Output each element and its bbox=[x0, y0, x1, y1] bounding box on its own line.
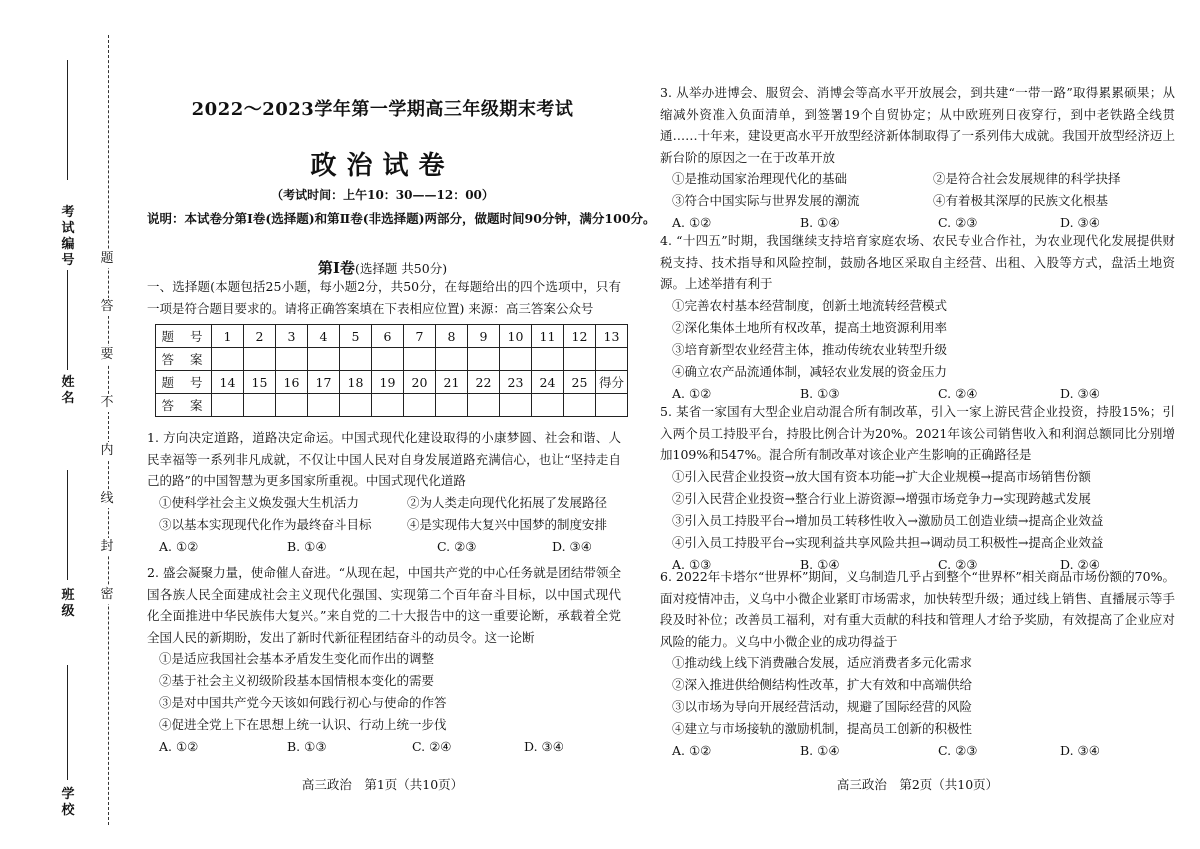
statement: ③符合中国实际与世界发展的潮流 bbox=[672, 193, 860, 208]
question-number: 4 bbox=[308, 325, 340, 348]
answer-cell[interactable] bbox=[308, 348, 340, 371]
name-field[interactable] bbox=[56, 270, 80, 406]
question-number: 2 bbox=[244, 325, 276, 348]
question-number: 13 bbox=[596, 325, 628, 348]
statement: ②深化集体土地所有权改革，提高土地资源利用率 bbox=[672, 319, 948, 335]
seal-char: 要 bbox=[94, 346, 120, 364]
answer-cell[interactable] bbox=[276, 394, 308, 417]
option-b[interactable]: B. ①④ bbox=[800, 215, 840, 230]
answer-cell[interactable] bbox=[308, 394, 340, 417]
answer-cell[interactable] bbox=[436, 394, 468, 417]
answer-cell[interactable] bbox=[532, 394, 564, 417]
question-5 bbox=[660, 401, 1175, 576]
part-title bbox=[125, 257, 640, 278]
question-number: 3 bbox=[276, 325, 308, 348]
option-b[interactable]: B. ①④ bbox=[800, 743, 840, 758]
option-d[interactable]: D. ②④ bbox=[1060, 556, 1100, 572]
table-row bbox=[156, 371, 628, 394]
options-row bbox=[147, 536, 621, 558]
option-d[interactable]: D. ③④ bbox=[1060, 743, 1100, 758]
statement: ④是实现伟大复兴中国梦的制度安排 bbox=[407, 516, 608, 532]
answer-table bbox=[155, 324, 628, 417]
option-c[interactable]: C. ②③ bbox=[938, 556, 978, 572]
question-number: 10 bbox=[500, 325, 532, 348]
exam-title: 2022～2023学年第一学期高三年级期末考试 bbox=[191, 99, 574, 120]
answer-cell[interactable] bbox=[596, 348, 628, 371]
question-number: 6 bbox=[372, 325, 404, 348]
row-label: 题 号 bbox=[156, 371, 212, 394]
answer-cell[interactable] bbox=[564, 348, 596, 371]
score-header: 得分 bbox=[596, 371, 628, 394]
page-footer-left: 高三政治 第1页（共10页） bbox=[301, 777, 464, 792]
statement: ②引入民营企业投资→整合行业上游资源→增强市场竞争力→实现跨越式发展 bbox=[672, 490, 1091, 506]
answer-cell[interactable] bbox=[500, 348, 532, 371]
statement: ①完善农村基本经营制度，创新土地流转经营模式 bbox=[672, 297, 948, 313]
option-c[interactable]: C. ②④ bbox=[412, 739, 452, 754]
option-a[interactable]: A. ①③ bbox=[672, 556, 712, 572]
question-number: 8 bbox=[436, 325, 468, 348]
answer-cell[interactable] bbox=[340, 348, 372, 371]
statement: ④促进全党上下在思想上统一认识、行动上统一步伐 bbox=[159, 717, 447, 732]
table-row bbox=[156, 348, 628, 371]
school-line bbox=[67, 665, 68, 780]
page-footer-right: 高三政治 第2页（共10页） bbox=[836, 777, 999, 792]
seal-char: 封 bbox=[94, 538, 120, 556]
question-number: 14 bbox=[212, 371, 244, 394]
question-number: 25 bbox=[564, 371, 596, 394]
option-d[interactable]: D. ③④ bbox=[1060, 215, 1100, 230]
part-title-sub: (选择题 共50分) bbox=[354, 261, 448, 276]
option-a[interactable]: A. ①② bbox=[159, 538, 199, 554]
question-number: 7 bbox=[404, 325, 436, 348]
table-row bbox=[156, 325, 628, 348]
answer-cell[interactable] bbox=[244, 348, 276, 371]
option-d[interactable]: D. ③④ bbox=[524, 739, 564, 754]
seal-char: 内 bbox=[94, 442, 120, 460]
option-b[interactable]: B. ①④ bbox=[800, 556, 840, 572]
statement: ①引入民营企业投资→放大国有资本功能→扩大企业规模→提高市场销售份额 bbox=[672, 468, 1091, 484]
seal-char: 密 bbox=[94, 586, 120, 604]
question-number: 16 bbox=[276, 371, 308, 394]
answer-cell[interactable] bbox=[468, 394, 500, 417]
statement-row bbox=[660, 168, 1175, 190]
question-number: 21 bbox=[436, 371, 468, 394]
answer-cell[interactable] bbox=[372, 394, 404, 417]
question-number: 24 bbox=[532, 371, 564, 394]
statement: ③培育新型农业经营主体，推动传统农业转型升级 bbox=[672, 341, 948, 357]
statement-row bbox=[147, 514, 621, 536]
answer-cell[interactable] bbox=[468, 348, 500, 371]
statement: ①推动线上线下消费融合发展，适应消费者多元化需求 bbox=[672, 655, 973, 670]
statement: ④建立与市场接轨的激励机制，提高员工创新的积极性 bbox=[672, 721, 973, 736]
question-1 bbox=[147, 427, 621, 558]
school-label: 学校 bbox=[61, 787, 75, 818]
question-2 bbox=[147, 562, 621, 758]
exam-number-field[interactable] bbox=[56, 60, 80, 268]
question-stem: 5. 某省一家国有大型企业启动混合所有制改革，引入一家上游民营企业投资，持股15%；引入两个员工持股平台，持股比例合计为20%。2021年该公司销售收入和利润总额同比分别增加109%和547%。混合所有制改革对该企业产生影响的正确路径是 bbox=[660, 404, 1175, 462]
score-cell[interactable] bbox=[596, 394, 628, 417]
question-number: 5 bbox=[340, 325, 372, 348]
option-a[interactable]: A. ①② bbox=[159, 739, 199, 754]
statement: ②基于社会主义初级阶段基本国情根本变化的需要 bbox=[159, 673, 435, 688]
part-title-main: 第Ⅰ卷 bbox=[317, 259, 355, 277]
table-row bbox=[156, 394, 628, 417]
option-d[interactable]: D. ③④ bbox=[1060, 385, 1100, 401]
answer-cell[interactable] bbox=[500, 394, 532, 417]
statement: ③以市场为导向开展经营活动，规避了国际经营的风险 bbox=[672, 699, 973, 714]
question-number: 22 bbox=[468, 371, 500, 394]
option-d[interactable]: D. ③④ bbox=[552, 538, 592, 554]
row-label: 答 案 bbox=[156, 348, 212, 371]
statement: ④有着极其深厚的民族文化根基 bbox=[933, 193, 1109, 208]
statement: ①是推动国家治理现代化的基础 bbox=[672, 171, 848, 186]
answer-cell[interactable] bbox=[436, 348, 468, 371]
row-label: 题 号 bbox=[156, 325, 212, 348]
question-number: 15 bbox=[244, 371, 276, 394]
option-a[interactable]: A. ①② bbox=[672, 743, 712, 758]
exam-number-line bbox=[67, 60, 68, 180]
statement: ④引入员工持股平台→实现利益共享风险共担→调动员工积极性→提高企业效益 bbox=[672, 534, 1104, 550]
options-row bbox=[147, 736, 621, 758]
statement: ①是适应我国社会基本矛盾发生变化而作出的调整 bbox=[159, 651, 435, 666]
seal-char: 答 bbox=[94, 298, 120, 316]
paper-title: 政治试卷 bbox=[310, 151, 455, 181]
statement: ③以基本实现现代化作为最终奋斗目标 bbox=[159, 516, 372, 532]
answer-cell[interactable] bbox=[532, 348, 564, 371]
name-line bbox=[67, 270, 68, 370]
question-number: 9 bbox=[468, 325, 500, 348]
statement: ③引入员工持股平台→增加员工转移性收入→激励员工创造业绩→提高企业效益 bbox=[672, 512, 1104, 528]
answer-cell[interactable] bbox=[564, 394, 596, 417]
name-label: 姓名 bbox=[61, 375, 75, 406]
question-number: 1 bbox=[212, 325, 244, 348]
question-6 bbox=[660, 566, 1175, 762]
seal-line bbox=[108, 35, 109, 825]
question-number: 17 bbox=[308, 371, 340, 394]
answer-cell[interactable] bbox=[404, 348, 436, 371]
seal-char: 线 bbox=[94, 490, 120, 508]
section-intro: 一、选择题(本题包括25小题，每小题2分，共50分，在每题给出的四个选项中，只有一项是符合题目要求的。请将正确答案填在下表相应位置) 来源：高三答案公众号 bbox=[147, 279, 621, 316]
seal-char: 不 bbox=[94, 394, 120, 412]
question-stem: 2. 盛会凝聚力量，使命催人奋进。“从现在起，中国共产党的中心任务就是团结带领全国各族人民全面建成社会主义现代化强国、实现第二个百年奋斗目标，以中国式现代化全面推进中华民族伟大复兴。”来自党的二十大报告中的这一重要论断，承载着全党全国人民的新期盼，发出了新时代新征程团结奋斗的动员令。这一论断 bbox=[147, 565, 621, 645]
statement-row bbox=[147, 492, 621, 514]
option-c[interactable]: C. ②③ bbox=[437, 538, 477, 554]
statement: ②为人类走向现代化拓展了发展路径 bbox=[407, 494, 608, 510]
instructions: 说明：本试卷分第Ⅰ卷(选择题)和第Ⅱ卷(非选择题)两部分，做题时间90分钟，满分100分。 bbox=[147, 211, 656, 226]
statement: ①使科学社会主义焕发强大生机活力 bbox=[159, 494, 360, 510]
question-stem: 1. 方向决定道路，道路决定命运。中国式现代化建设取得的小康梦圆、社会和谐、人民幸福等一系列非凡成就，不仅让中国人民对自身发展道路充满信心，也让“坚持走自己的路”的中国智慧为更多国家所重视。中国式现代化道路 bbox=[147, 430, 621, 488]
question-number: 19 bbox=[372, 371, 404, 394]
seal-char: 题 bbox=[94, 250, 120, 268]
option-b[interactable]: B. ①④ bbox=[287, 538, 327, 554]
question-stem: 4. “十四五”时期，我国继续支持培育家庭农场、农民专业合作社，为农业现代化发展提供财税支持、技术指导和风险控制，鼓励各地区采取自主经营、出租、入股等方式，盘活土地资源。上述举措有利于 bbox=[660, 233, 1175, 291]
answer-cell[interactable] bbox=[404, 394, 436, 417]
binding-margin bbox=[0, 0, 125, 849]
answer-cell[interactable] bbox=[340, 394, 372, 417]
answer-cell[interactable] bbox=[276, 348, 308, 371]
option-c[interactable]: C. ②③ bbox=[938, 215, 978, 230]
statement: ③是对中国共产党今天该如何践行初心与使命的作答 bbox=[159, 695, 447, 710]
school-field[interactable] bbox=[56, 665, 80, 835]
answer-cell[interactable] bbox=[212, 394, 244, 417]
option-a[interactable]: A. ①② bbox=[672, 385, 712, 401]
answer-cell[interactable] bbox=[372, 348, 404, 371]
question-number: 18 bbox=[340, 371, 372, 394]
options-row bbox=[660, 740, 1175, 762]
question-3 bbox=[660, 82, 1175, 234]
question-number: 12 bbox=[564, 325, 596, 348]
exam-number-label: 考试编号 bbox=[61, 205, 75, 268]
question-number: 11 bbox=[532, 325, 564, 348]
question-4 bbox=[660, 230, 1175, 405]
option-c[interactable]: C. ②④ bbox=[938, 385, 978, 401]
option-c[interactable]: C. ②③ bbox=[938, 743, 978, 758]
question-number: 23 bbox=[500, 371, 532, 394]
right-page bbox=[640, 0, 1200, 849]
question-number: 20 bbox=[404, 371, 436, 394]
class-field[interactable] bbox=[56, 470, 80, 630]
class-line bbox=[67, 470, 68, 580]
class-label: 班级 bbox=[61, 588, 75, 619]
statement: ②是符合社会发展规律的科学抉择 bbox=[933, 171, 1121, 186]
statement-row bbox=[660, 190, 1175, 212]
exam-time: （考试时间：上午10：30——12：00） bbox=[271, 188, 494, 202]
statement: ②深入推进供给侧结构性改革，扩大有效和中高端供给 bbox=[672, 677, 973, 692]
row-label: 答 案 bbox=[156, 394, 212, 417]
answer-cell[interactable] bbox=[244, 394, 276, 417]
option-a[interactable]: A. ①② bbox=[672, 215, 712, 230]
option-b[interactable]: B. ①③ bbox=[800, 385, 840, 401]
answer-cell[interactable] bbox=[212, 348, 244, 371]
question-stem: 6. 2022年卡塔尔“世界杯”期间，义乌制造几乎占到整个“世界杯”相关商品市场份额的70%。面对疫情冲击，义乌中小微企业紧盯市场需求，加快转型升级；通过线上销售、直播展示等手段及时补位；改善员工福利，对有重大贡献的科技和管理人才给予奖励，有效提高了企业应对风险的能力。义乌中小微企业的成功得益于 bbox=[660, 569, 1175, 649]
question-stem: 3. 从举办进博会、服贸会、消博会等高水平开放展会，到共建“一带一路”取得累累硕果；从缩减外资准入负面清单，到签署19个自贸协定；从中欧班列日夜穿行，到中老铁路全线贯通……十年来，建设更高水平开放型经济新体制取得了一系列伟大成就。我国开放型经济迈上新台阶的原因之一在于改革开放 bbox=[660, 85, 1175, 165]
option-b[interactable]: B. ①③ bbox=[287, 739, 327, 754]
statement: ④确立农产品流通体制，减轻农业发展的资金压力 bbox=[672, 363, 948, 379]
